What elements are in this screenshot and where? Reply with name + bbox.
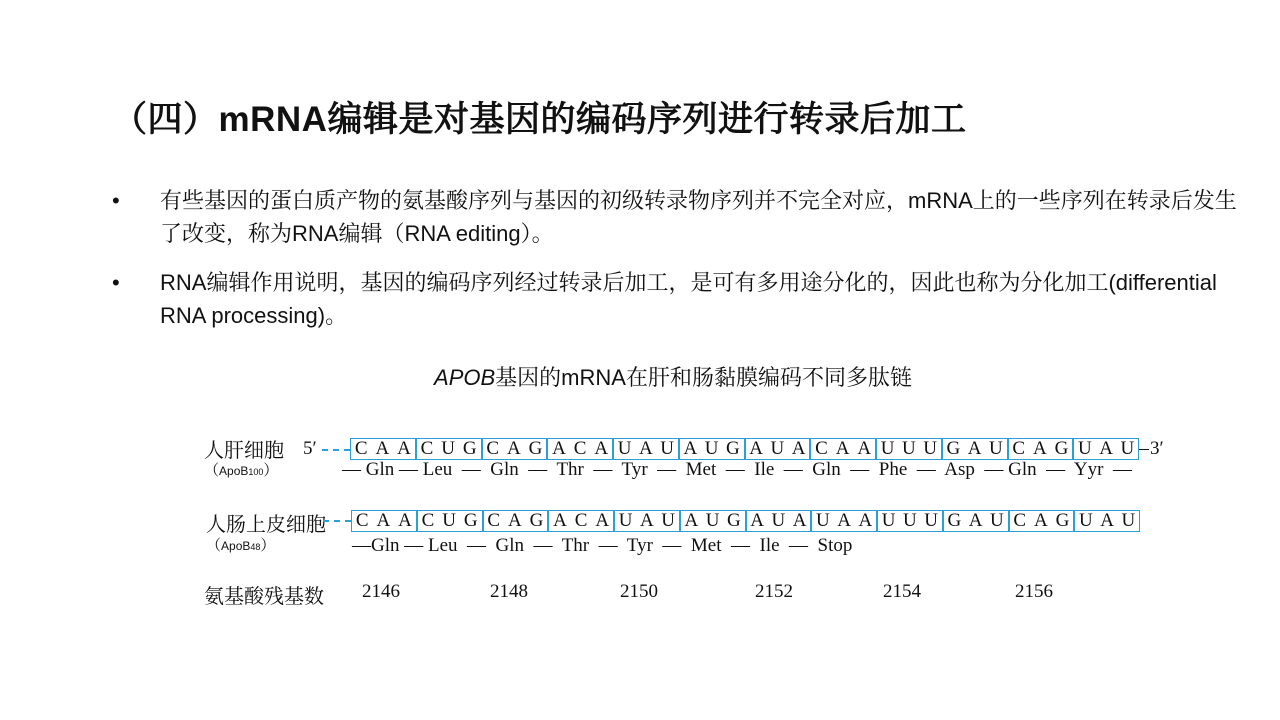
nucleotide: A xyxy=(684,510,699,531)
codon-box xyxy=(876,438,942,460)
row-label-liver: 人肝细胞 xyxy=(204,440,284,462)
slide-title: （四）mRNA编辑是对基因的编码序列进行转录后加工 xyxy=(112,100,967,139)
nucleotide: U xyxy=(770,438,785,459)
nucleotide: U xyxy=(903,510,917,531)
codon-box xyxy=(548,510,614,532)
nucleotide: U xyxy=(816,510,830,531)
codon-box xyxy=(1074,510,1140,532)
caption-text: 基因的mRNA在肝和肠黏膜编码不同多肽链 xyxy=(495,365,912,390)
gene-name: APOB xyxy=(434,365,496,390)
three-prime-end: 3′ xyxy=(1150,438,1164,459)
solid-connector xyxy=(1139,449,1149,450)
nucleotide: A xyxy=(553,510,567,531)
nucleotide: A xyxy=(1033,510,1048,531)
nucleotide: A xyxy=(968,510,983,531)
codon-box xyxy=(942,438,1008,460)
nucleotide: C xyxy=(487,510,501,531)
protein-label-apob100: （ApoB100） xyxy=(204,463,279,479)
nucleotide: A xyxy=(594,438,609,459)
nucleotide: U xyxy=(924,510,938,531)
nucleotide: A xyxy=(507,510,522,531)
codon-box xyxy=(613,438,679,460)
nucleotide: C xyxy=(574,510,588,531)
nucleotide: G xyxy=(947,510,962,531)
nucleotide: A xyxy=(750,510,764,531)
nucleotide: A xyxy=(506,438,521,459)
amino-acid-sequence-liver: — Gln — Leu — Gln — Thr — Tyr — Met — Ile — Gln — Phe — Asp — Gln — Yyr — xyxy=(342,459,1132,480)
protein-label-apob48: （ApoB48） xyxy=(206,538,276,554)
codon-box xyxy=(1073,438,1139,460)
nucleotide: U xyxy=(1121,510,1136,531)
nucleotide: A xyxy=(967,438,982,459)
nucleotide: A xyxy=(595,510,610,531)
nucleotide: A xyxy=(397,438,411,459)
codon-box xyxy=(943,510,1009,532)
residue-number: 2156 xyxy=(1015,581,1053,602)
nucleotide: U xyxy=(989,438,1003,459)
codon-box xyxy=(680,510,746,532)
nucleotide: U xyxy=(704,438,719,459)
nucleotide: U xyxy=(617,438,632,459)
nucleotide: A xyxy=(791,438,806,459)
codon-box xyxy=(811,510,877,532)
codon-box xyxy=(483,510,549,532)
nucleotide: A xyxy=(1100,510,1114,531)
nucleotide: A xyxy=(835,438,850,459)
nucleotide: A xyxy=(683,438,698,459)
bullet-text: RNA编辑作用说明，基因的编码序列经过转录后加工，是可有多用途分化的，因此也称为分化加工(differential RNA processing)。 xyxy=(160,270,1217,328)
nucleotide: A xyxy=(837,510,851,531)
codon-box xyxy=(679,438,745,460)
residue-number: 2154 xyxy=(883,581,921,602)
nucleotide: G xyxy=(726,438,740,459)
codon-box xyxy=(877,510,943,532)
nucleotide: C xyxy=(1013,510,1027,531)
codon-box xyxy=(810,438,876,460)
nucleotide: A xyxy=(749,438,763,459)
nucleotide: U xyxy=(1079,510,1093,531)
amino-acid-sequence-intestine: —Gln — Leu — Gln — Thr — Tyr — Met — Ile — Stop xyxy=(352,535,853,556)
nucleotide: C xyxy=(486,438,500,459)
nucleotide: G xyxy=(463,510,478,531)
nucleotide: U xyxy=(660,438,674,459)
codon-box xyxy=(416,438,482,460)
nucleotide: A xyxy=(640,510,654,531)
dashed-connector xyxy=(322,449,350,451)
row-label-intestine: 人肠上皮细胞 xyxy=(206,514,326,536)
nucleotide: A xyxy=(375,438,390,459)
nucleotide: U xyxy=(771,510,786,531)
bullet-marker: • xyxy=(112,270,120,295)
nucleotide: C xyxy=(815,438,828,459)
nucleotide: U xyxy=(705,510,720,531)
codon-box xyxy=(417,510,483,532)
nucleotide: A xyxy=(1032,438,1047,459)
nucleotide: U xyxy=(881,510,896,531)
nucleotide: U xyxy=(618,510,633,531)
codon-box xyxy=(482,438,548,460)
five-prime-end: 5′ xyxy=(303,438,317,459)
codon-box xyxy=(1008,438,1074,460)
residue-number: 2146 xyxy=(362,581,400,602)
nucleotide: C xyxy=(355,510,369,531)
nucleotide: U xyxy=(902,438,916,459)
codon-box xyxy=(614,510,680,532)
nucleotide: A xyxy=(858,510,873,531)
nucleotide: A xyxy=(857,438,872,459)
codon-box xyxy=(351,510,417,532)
residue-number: 2150 xyxy=(620,581,658,602)
nucleotide: U xyxy=(1078,438,1092,459)
nucleotide: U xyxy=(923,438,937,459)
residue-number: 2152 xyxy=(755,581,793,602)
nucleotide: A xyxy=(1099,438,1113,459)
nucleotide: A xyxy=(376,510,391,531)
bullet-item xyxy=(112,266,1242,332)
codon-box xyxy=(547,438,613,460)
nucleotide: U xyxy=(442,510,456,531)
nucleotide: C xyxy=(573,438,587,459)
nucleotide: G xyxy=(946,438,961,459)
nucleotide: G xyxy=(727,510,741,531)
nucleotide: U xyxy=(1120,438,1135,459)
nucleotide: A xyxy=(639,438,653,459)
codon-box xyxy=(350,438,416,460)
residue-count-label: 氨基酸残基数 xyxy=(204,586,324,608)
figure-caption xyxy=(0,361,1280,392)
nucleotide: U xyxy=(441,438,455,459)
codon-box xyxy=(745,438,811,460)
bullet-item xyxy=(112,184,1242,250)
nucleotide: U xyxy=(990,510,1004,531)
nucleotide: C xyxy=(354,438,368,459)
nucleotide: A xyxy=(552,438,566,459)
codon-box xyxy=(1009,510,1075,532)
nucleotide: G xyxy=(462,438,477,459)
bullet-text: 有些基因的蛋白质产物的氨基酸序列与基因的初级转录物序列并不完全对应，mRNA上的一些序列在转录后发生了改变，称为RNA编辑（RNA editing）。 xyxy=(160,188,1237,246)
codon-box xyxy=(746,510,812,532)
nucleotide: G xyxy=(528,438,543,459)
nucleotide: C xyxy=(420,438,434,459)
nucleotide: A xyxy=(792,510,807,531)
nucleotide: U xyxy=(880,438,895,459)
nucleotide: G xyxy=(1054,438,1069,459)
bullet-marker: • xyxy=(112,188,120,213)
nucleotide: G xyxy=(1055,510,1070,531)
nucleotide: A xyxy=(398,510,412,531)
nucleotide: C xyxy=(1012,438,1026,459)
residue-number: 2148 xyxy=(490,581,528,602)
nucleotide: C xyxy=(421,510,435,531)
dashed-connector xyxy=(323,520,351,522)
nucleotide: G xyxy=(529,510,544,531)
nucleotide: U xyxy=(661,510,675,531)
